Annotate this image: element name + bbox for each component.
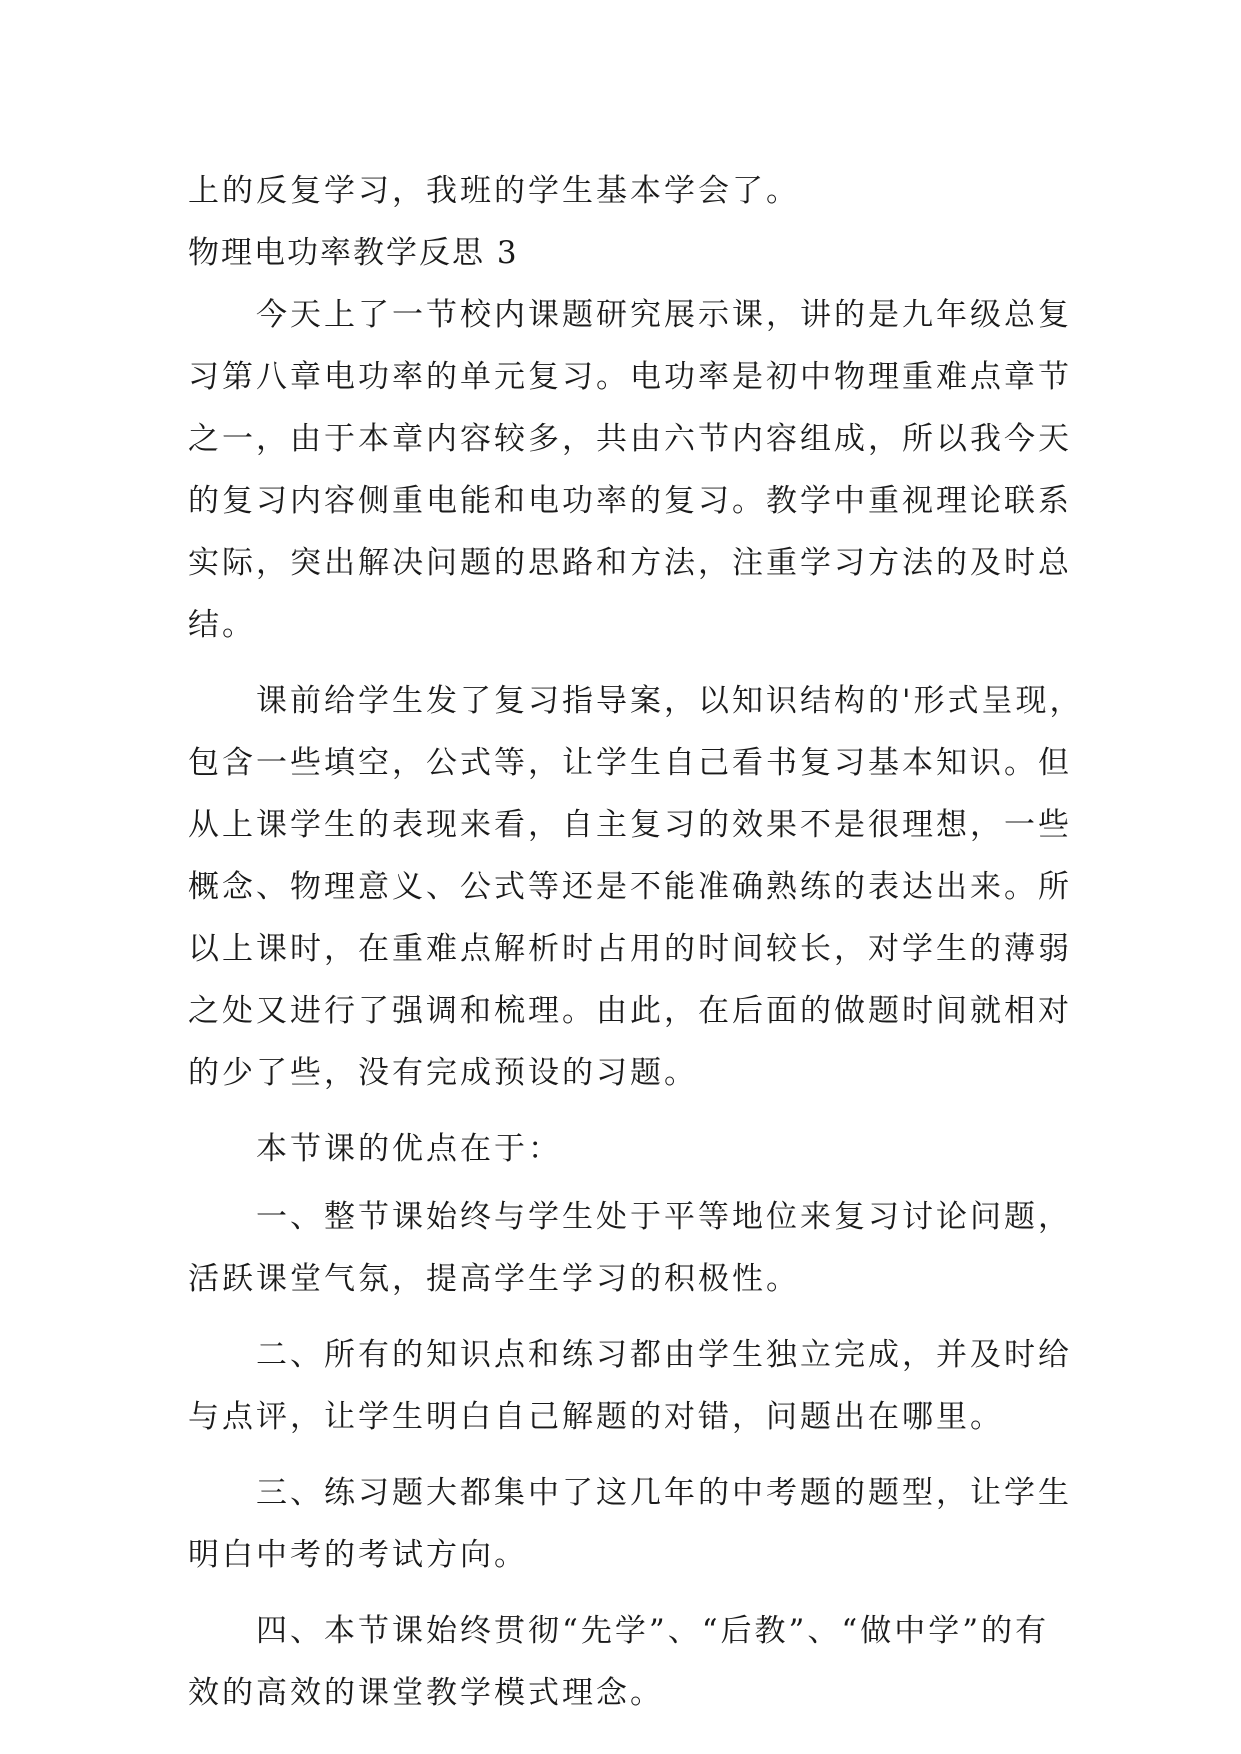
paragraph-point-four [188, 1600, 1060, 1724]
paragraph-line: 明白中考的考试方向。 [188, 1537, 528, 1573]
paragraph-line: 从上课学生的表现来看，自主复习的效果不是很理想，一些 [188, 807, 1072, 843]
paragraph-line: 三、练习题大都集中了这几年的中考题的题型，让学生 [256, 1475, 1072, 1511]
paragraph-point-one [188, 1186, 1072, 1310]
paragraph-line: 之处又进行了强调和梳理。由此，在后面的做题时间就相对 [188, 993, 1072, 1029]
paragraph-line: 的少了些，没有完成预设的习题。 [188, 1055, 698, 1091]
paragraph-strengths-intro [188, 1118, 1060, 1180]
paragraph-point-two [188, 1324, 1072, 1448]
paragraph-line: 以上课时，在重难点解析时占用的时间较长，对学生的薄弱 [188, 931, 1072, 967]
paragraph-line: 二、所有的知识点和练习都由学生独立完成，并及时给 [256, 1337, 1072, 1373]
paragraph-line: 本节课的优点在于： [256, 1131, 562, 1167]
paragraph-line: 习第八章电功率的单元复习。电功率是初中物理重难点章节 [188, 359, 1072, 395]
paragraph-line: 一、整节课始终与学生处于平等地位来复习讨论问题， [256, 1199, 1072, 1235]
paragraph-line: 结。 [188, 607, 256, 643]
paragraph-line: 课前给学生发了复习指导案，以知识结构的'形式呈现， [256, 683, 1084, 719]
paragraph-line: 效的高效的课堂教学模式理念。 [188, 1675, 664, 1711]
paragraph-line: 之一，由于本章内容较多，共由六节内容组成，所以我今天 [188, 421, 1072, 457]
paragraph-line: 实际，突出解决问题的思路和方法，注重学习方法的及时总 [188, 545, 1072, 581]
paragraph-line: 包含一些填空，公式等，让学生自己看书复习基本知识。但 [188, 745, 1072, 781]
continuation-line: 上的反复学习，我班的学生基本学会了。 [188, 173, 800, 209]
paragraph-point-three [188, 1462, 1072, 1586]
document-body [188, 160, 1084, 1724]
paragraph-line: 四、本节课始终贯彻“先学”、“后教”、“做中学”的有 [256, 1613, 1050, 1649]
paragraph-intro [188, 284, 1072, 656]
paragraph-line: 的复习内容侧重电能和电功率的复习。教学中重视理论联系 [188, 483, 1072, 519]
paragraph-line: 概念、物理意义、公式等还是不能准确熟练的表达出来。所 [188, 869, 1072, 905]
paragraph-line: 活跃课堂气氛，提高学生学习的积极性。 [188, 1261, 800, 1297]
paragraph-line: 与点评，让学生明白自己解题的对错，问题出在哪里。 [188, 1399, 1004, 1435]
paragraph-preparation [188, 670, 1084, 1104]
section-title: 物理电功率教学反思 3 [188, 235, 519, 271]
paragraph-line: 今天上了一节校内课题研究展示课，讲的是九年级总复 [256, 297, 1072, 333]
